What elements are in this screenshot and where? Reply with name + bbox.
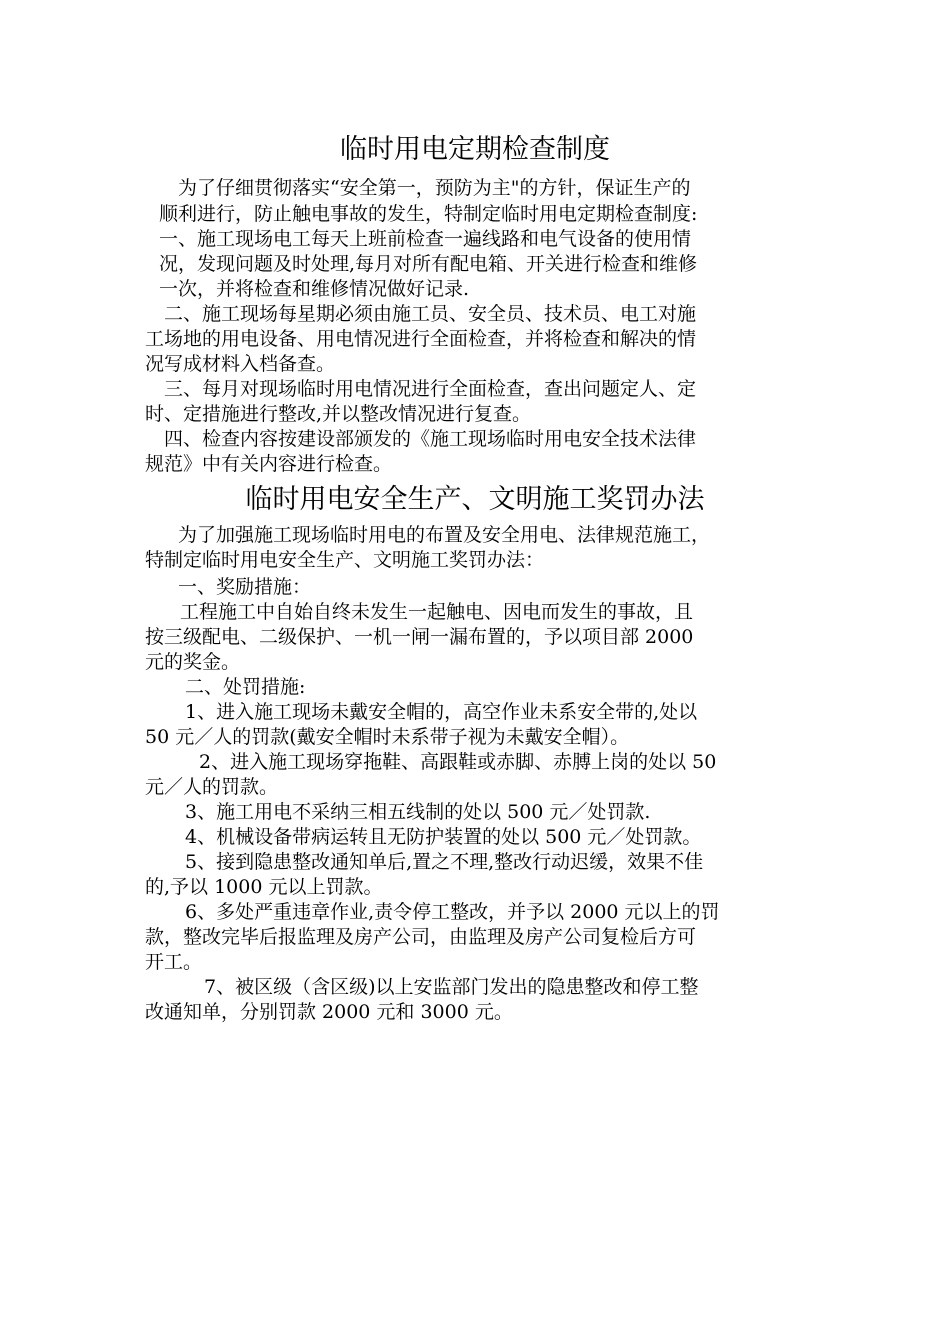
- section1-line: 四、检查内容按建设部颁发的《施工现场临时用电安全技术法律: [164, 428, 697, 450]
- section2-line: 为了加强施工现场临时用电的布置及安全用电、法律规范施工，: [178, 524, 711, 546]
- section2-line: 元的奖金。: [145, 651, 241, 673]
- section1-line: 一、施工现场电工每天上班前检查一遍线路和电气设备的使用情: [159, 228, 692, 250]
- section1-line: 一次，并将检查和维修情况做好记录.: [159, 278, 470, 300]
- section1-line: 工场地的用电设备、用电情况进行全面检查，并将检查和解决的情: [145, 328, 697, 350]
- section2-line: 4、机械设备带病运转且无防护装置的处以 500 元／处罚款。: [185, 826, 702, 848]
- section2-title: 临时用电安全生产、文明施工奖罚办法: [245, 484, 705, 515]
- section1-line: 况，发现问题及时处理,每月对所有配电箱、开关进行检查和维修: [159, 253, 698, 275]
- section2-line: 元／人的罚款。: [145, 776, 279, 798]
- section2-line: 改通知单，分别罚款 2000 元和 3000 元。: [145, 1001, 513, 1023]
- section1-line: 况写成材料入档备查。: [145, 353, 336, 375]
- section1-line: 时、定措施进行整改,并以整改情况进行复查。: [145, 403, 532, 425]
- section2-line: 5、接到隐患整改通知单后,置之不理,整改行动迟缓，效果不佳: [185, 851, 704, 873]
- section2-line: 的,予以 1000 元以上罚款。: [145, 876, 383, 898]
- section2-line: 3、施工用电不采纳三相五线制的处以 500 元／处罚款.: [185, 801, 651, 823]
- section1-title: 临时用电定期检查制度: [340, 134, 610, 165]
- section2-line: 2、进入施工现场穿拖鞋、高跟鞋或赤脚、赤膊上岗的处以 50: [199, 751, 717, 773]
- section2-line: 特制定临时用电安全生产、文明施工奖罚办法：: [145, 549, 545, 571]
- section2-line: 工程施工中自始自终未发生一起触电、因电而发生的事故，且: [180, 601, 694, 623]
- section2-line: 50 元／人的罚款(戴安全帽时未系带子视为未戴安全帽）。: [145, 726, 630, 748]
- section1-line: 规范》中有关内容进行检查。: [145, 453, 393, 475]
- section1-line: 三、每月对现场临时用电情况进行全面检查，查出问题定人、定: [164, 378, 697, 400]
- section2-line: 1、进入施工现场未戴安全帽的，高空作业未系安全带的,处以: [185, 701, 698, 723]
- section1-line: 二、施工现场每星期必须由施工员、安全员、技术员、电工对施: [164, 303, 697, 325]
- section2-line: 6、多处严重违章作业,责令停工整改，并予以 2000 元以上的罚: [185, 901, 720, 923]
- section2-line: 开工。: [145, 951, 203, 973]
- section1-line: 为了仔细贯彻落实“安全第一，预防为主"的方针，保证生产的: [178, 177, 691, 199]
- section2-line: 款，整改完毕后报监理及房产公司，由监理及房产公司复检后方可: [145, 926, 697, 948]
- section2-line: 二、处罚措施:: [185, 676, 306, 698]
- section2-line: 一、奖励措施：: [178, 576, 312, 598]
- section1-line: 顺利进行，防止触电事故的发生，特制定临时用电定期检查制度:: [159, 203, 698, 225]
- section2-line: 按三级配电、二级保护、一机一闸一漏布置的，予以项目部 2000: [145, 626, 694, 648]
- section2-line: 7、被区级（含区级)以上安监部门发出的隐患整改和停工整: [204, 976, 699, 998]
